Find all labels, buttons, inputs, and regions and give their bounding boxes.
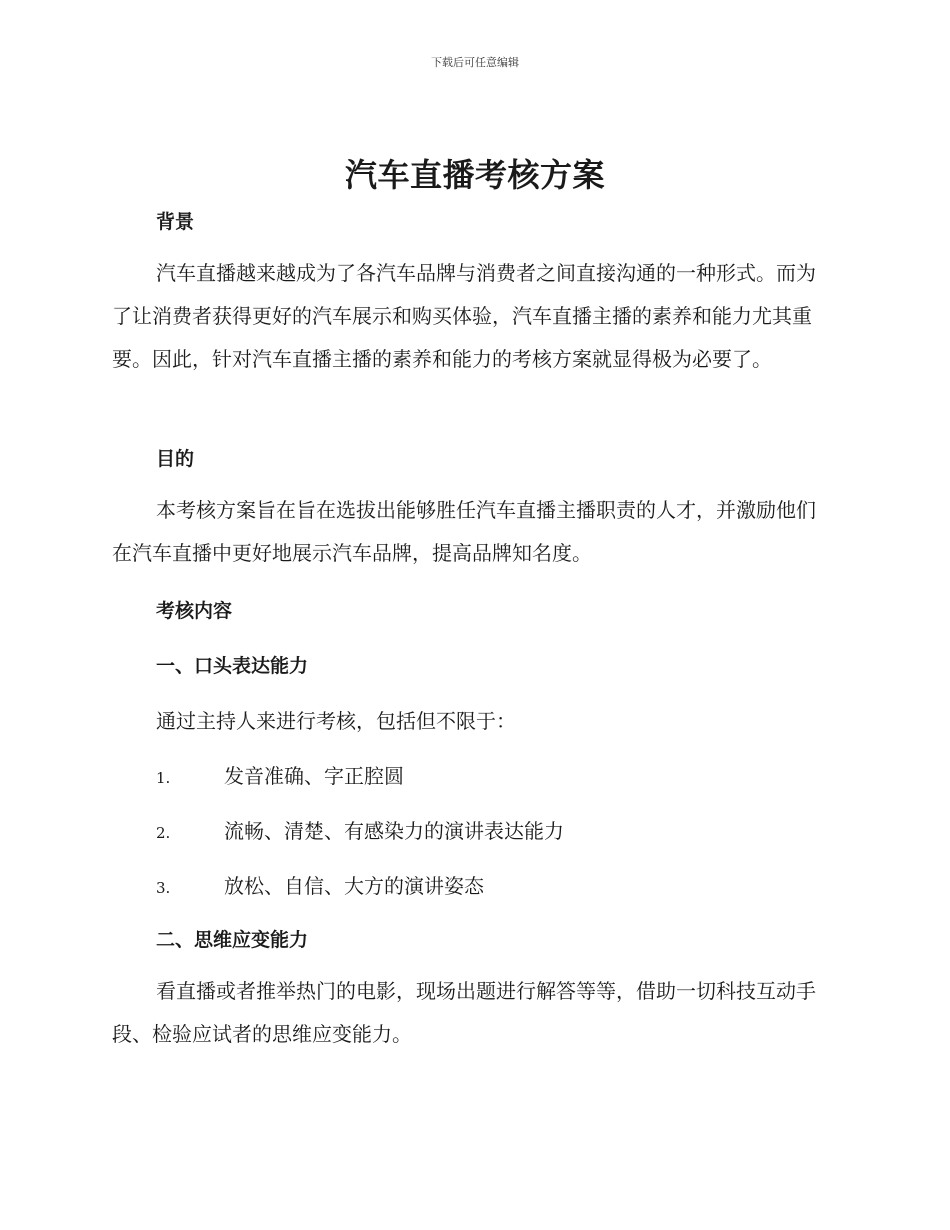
list-item: [156, 870, 484, 899]
heading-assessment-content: 考核内容: [156, 600, 233, 622]
heading-oral-expression: 一、口头表达能力: [156, 655, 309, 677]
heading-purpose: 目的: [156, 448, 195, 470]
list-item: [156, 815, 564, 844]
list-item: [156, 760, 404, 789]
oral-expression-intro: 通过主持人来进行考核，包括但不限于：: [156, 709, 516, 733]
list-item-text: 放松、自信、大方的演讲姿态: [224, 874, 484, 898]
list-item-number: 2.: [156, 824, 171, 842]
paragraph-purpose: 本考核方案旨在旨在选拔出能够胜任汽车直播主播职责的人才，并激励他们在汽车直播中更好地展示汽车品牌，提高品牌知名度。: [112, 498, 816, 565]
header-note: 下载后可任意编辑: [431, 56, 519, 69]
paragraph-background: 汽车直播越来越成为了各汽车品牌与消费者之间直接沟通的一种形式。而为了让消费者获得更好的汽车展示和购买体验，汽车直播主播的素养和能力尤其重要。因此，针对汽车直播主播的素养和能力的考核方案就显得极为必要了。: [112, 261, 816, 371]
list-item-number: 1.: [156, 769, 171, 787]
document-title: 汽车直播考核方案: [344, 156, 605, 194]
heading-background: 背景: [156, 211, 195, 233]
paragraph-adaptive-thinking: 看直播或者推举热门的电影，现场出题进行解答等等，借助一切科技互动手段、检验应试者的思维应变能力。: [112, 979, 816, 1046]
heading-adaptive-thinking: 二、思维应变能力: [156, 929, 309, 951]
list-item-text: 流畅、清楚、有感染力的演讲表达能力: [224, 819, 564, 843]
list-item-number: 3.: [156, 879, 171, 897]
list-item-text: 发音准确、字正腔圆: [224, 764, 404, 788]
